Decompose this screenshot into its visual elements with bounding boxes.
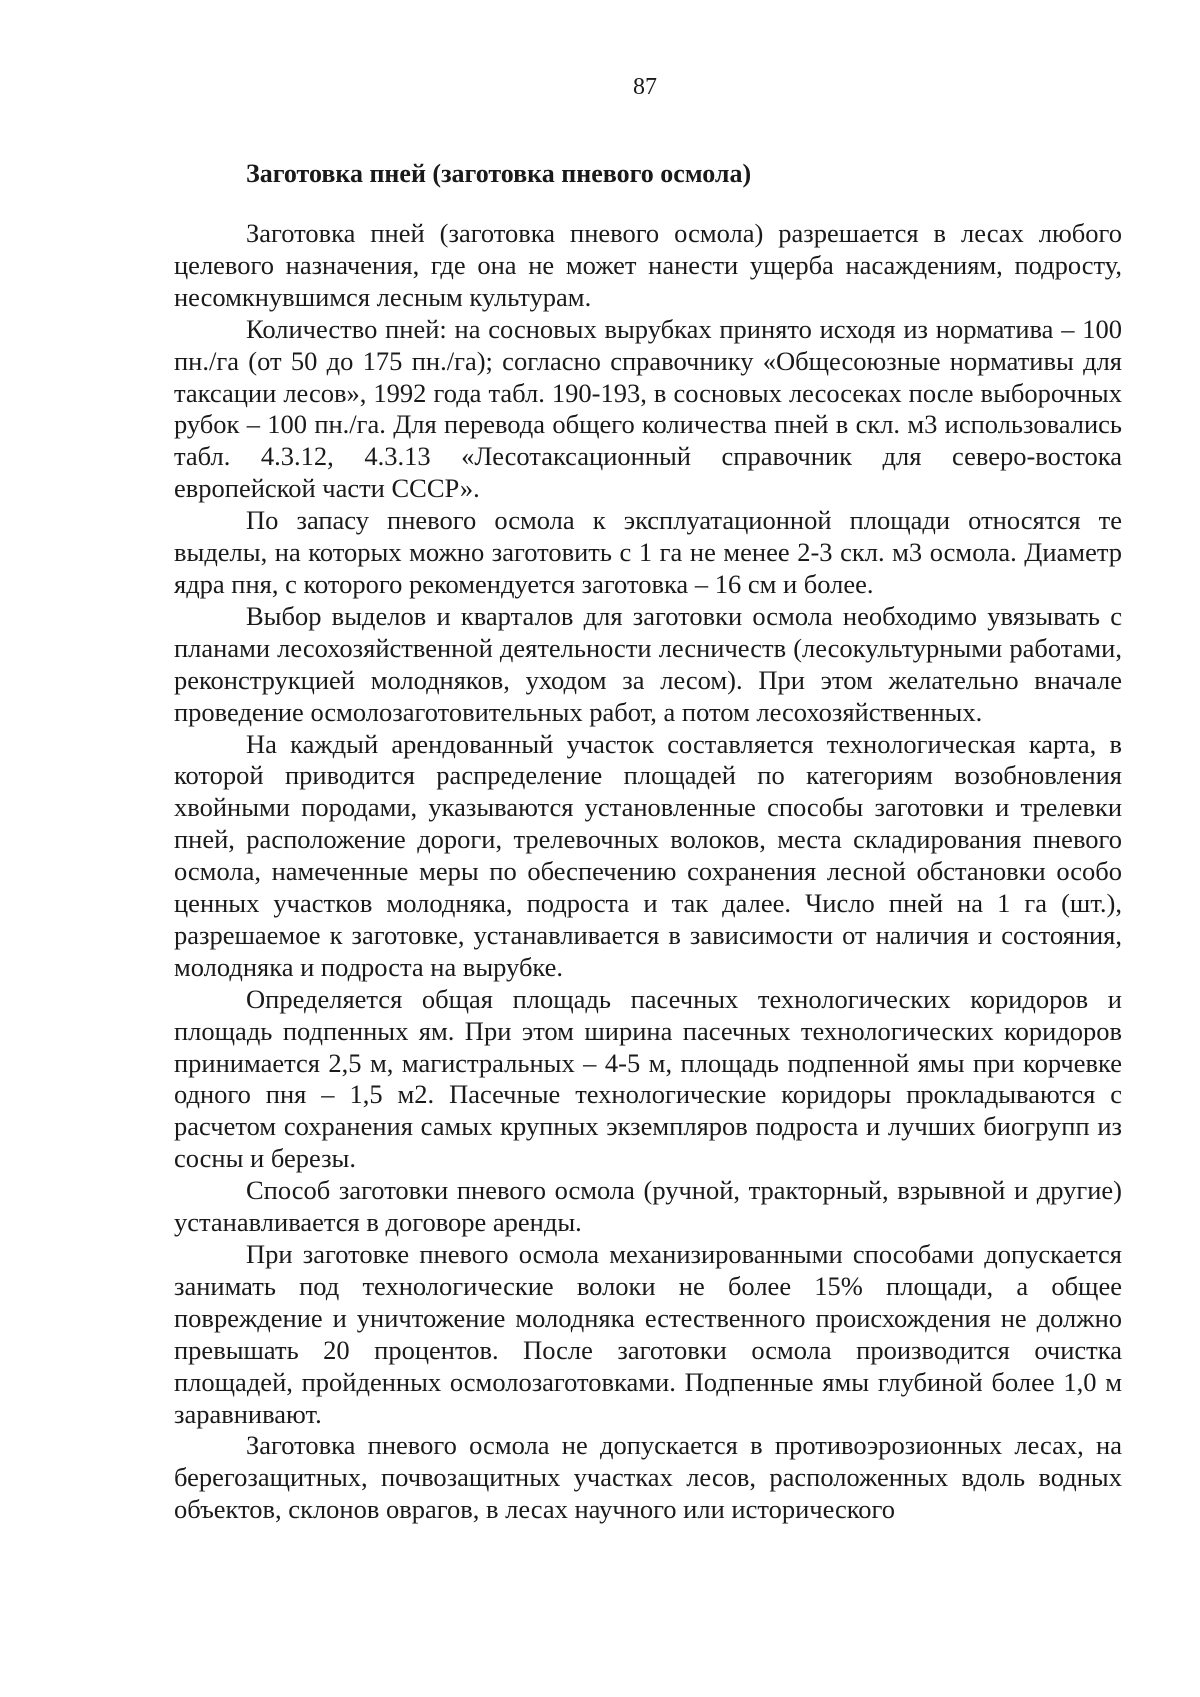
paragraph: Заготовка пневого осмола не допускается в противоэрозионных лесах, на берегозащитных, почвозащитных участках лесов, расположенных вдоль водных объектов, склонов оврагов, в лесах научного или исторического	[174, 1430, 1122, 1525]
paragraph: На каждый арендованный участок составляется технологическая карта, в которой приводится распределение площадей по категориям возобновления хвойными породами, указываются установленные способы заготовки и трелевки пней, расположение дороги, трелевочных волоков, места складирования пневого осмола, намеченные меры по обеспечению сохранения лесной обстановки особо ценных участков молодняка, подроста и так далее. Число пней на 1 га (шт.), разрешаемое к заготовке, устанавливается в зависимости от наличия и состояния, молодняка и подроста на вырубке.	[174, 728, 1122, 982]
paragraph: Выбор выделов и кварталов для заготовки осмола необходимо увязывать с планами лесохозяйственной деятельности лесничеств (лесокультурными работами, реконструкцией молодняков, уходом за лесом). При этом желательно вначале проведение осмолозаготовительных работ, а потом лесохозяйственных.	[174, 600, 1122, 727]
page-number: 87	[633, 74, 657, 100]
paragraph: При заготовке пневого осмола механизированными способами допускается занимать под технологические волоки не более 15% площади, а общее повреждение и уничтожение молодняка естественного происхождения не должно превышать 20 процентов. После заготовки осмола производится очистка площадей, пройденных осмолозаготовками. Подпенные ямы глубиной более 1,0 м заравнивают.	[174, 1239, 1122, 1429]
paragraph: Количество пней: на сосновых вырубках принято исходя из норматива – 100 пн./га (от 50 до 175 пн./га); согласно справочнику «Общесоюзные нормативы для таксации лесов», 1992 года табл. 190-193, в сосновых лесосеках после выборочных рубок – 100 пн./га. Для перевода общего количества пней в скл. м3 использовались табл. 4.3.12, 4.3.13 «Лесотаксационный справочник для северо-востока европейской части СССР».	[174, 313, 1122, 504]
paragraph: Заготовка пней (заготовка пневого осмола) разрешается в лесах любого целевого назначения, где она не может нанести ущерба насаждениям, подросту, несомкнувшимся лесным культурам.	[174, 218, 1122, 312]
body-text	[174, 218, 1122, 1526]
paragraph: По запасу пневого осмола к эксплуатационной площади относятся те выделы, на которых можно заготовить с 1 га не менее 2-3 скл. м3 осмола. Диаметр ядра пня, с которого рекомендуется заготовка – 16 см и более.	[174, 505, 1122, 599]
section-title: Заготовка пней (заготовка пневого осмола)	[246, 159, 752, 188]
paragraph: Определяется общая площадь пасечных технологических коридоров и площадь подпенных ям. При этом ширина пасечных технологических коридоров принимается 2,5 м, магистральных – 4-5 м, площадь подпенной ямы при корчевке одного пня – 1,5 м2. Пасечные технологические коридоры прокладываются с расчетом сохранения самых крупных экземпляров подроста и лучших биогрупп из сосны и березы.	[174, 983, 1122, 1174]
paragraph: Способ заготовки пневого осмола (ручной, тракторный, взрывной и другие) устанавливается в договоре аренды.	[174, 1175, 1122, 1238]
